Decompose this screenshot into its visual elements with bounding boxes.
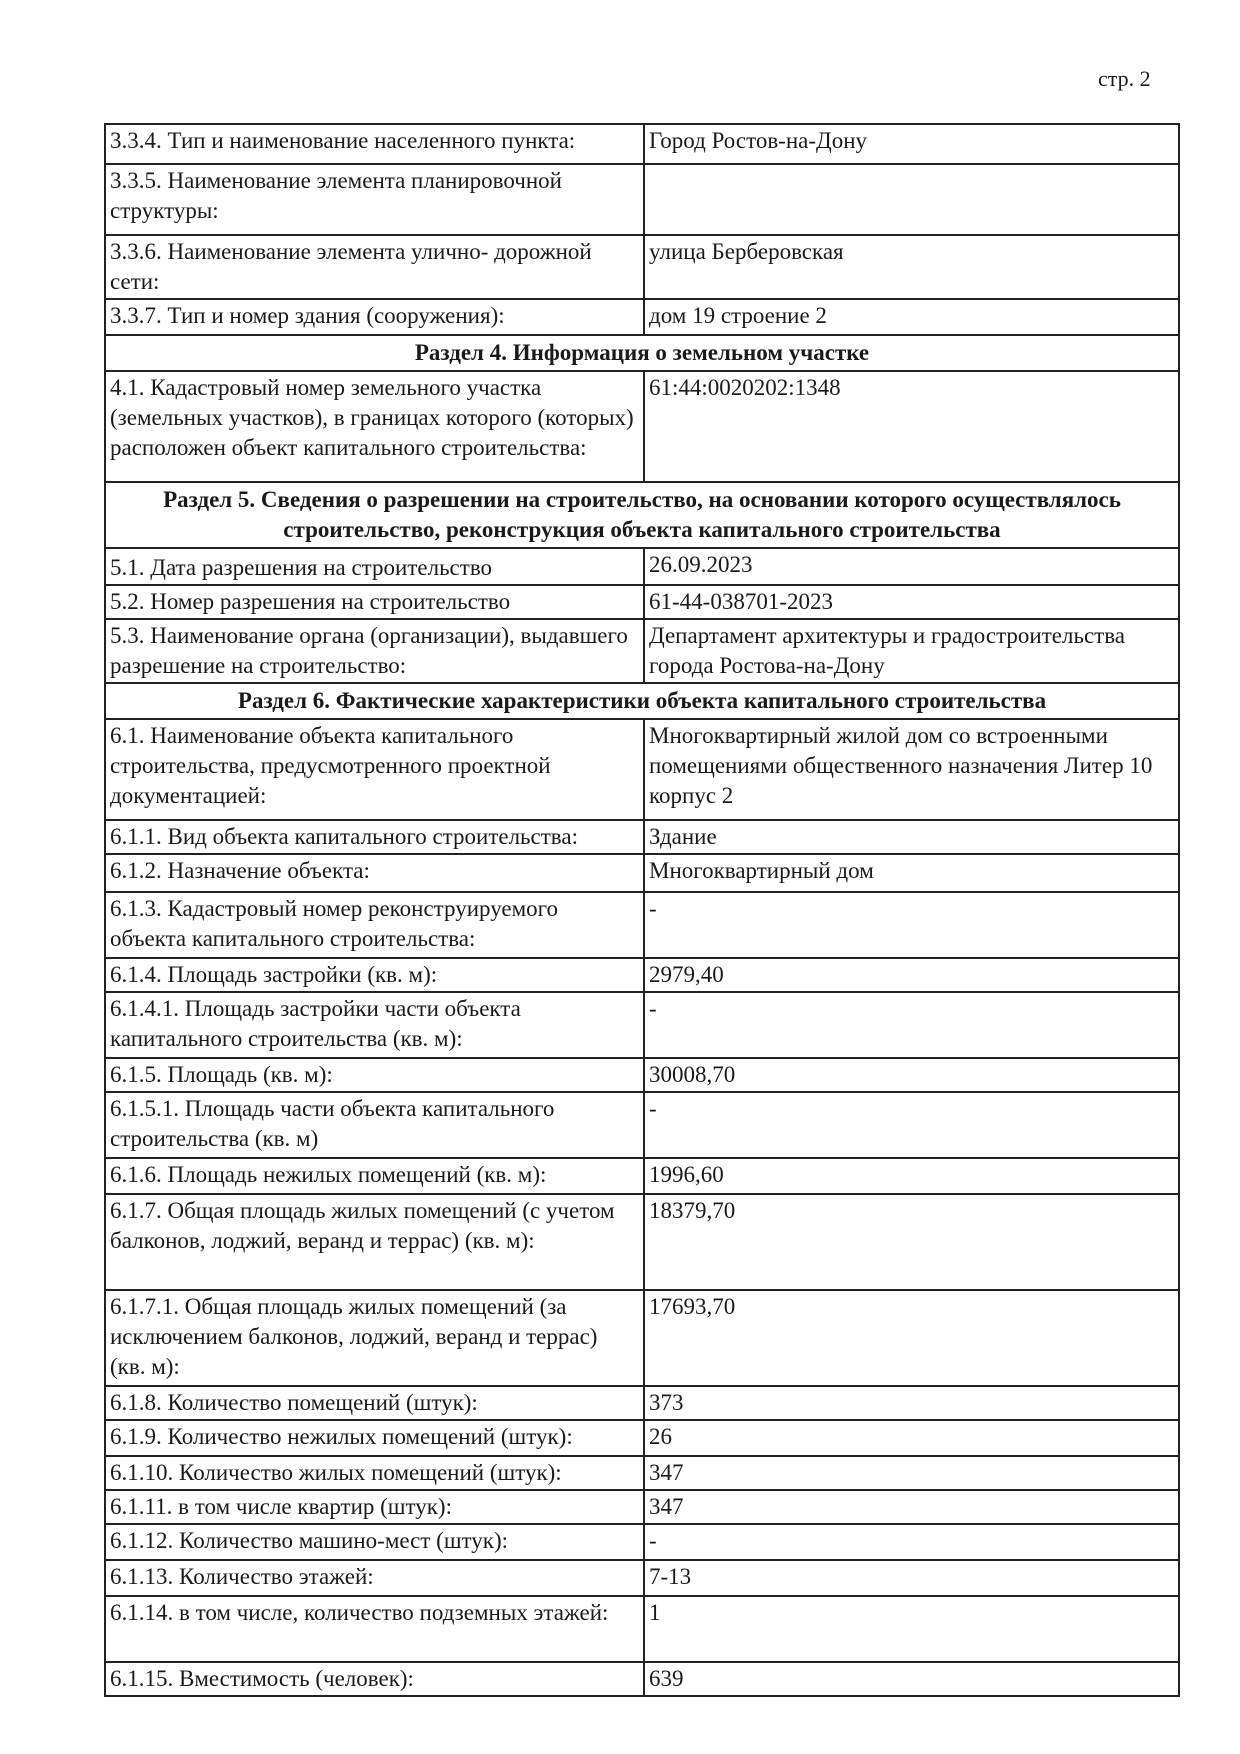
field-value: Многоквартирный жилой дом со встроенными помещениями общественного назначения Литер 10 корпус 2 bbox=[644, 719, 1179, 820]
field-value: 17693,70 bbox=[644, 1290, 1179, 1386]
field-value: Здание bbox=[644, 820, 1179, 854]
table-row bbox=[105, 371, 1179, 482]
table-row bbox=[105, 1560, 1179, 1596]
field-value: - bbox=[644, 1524, 1179, 1560]
table-row bbox=[105, 164, 1179, 235]
field-value: 347 bbox=[644, 1490, 1179, 1524]
table-row bbox=[105, 1058, 1179, 1092]
field-value: 61-44-038701-2023 bbox=[644, 585, 1179, 619]
table-row bbox=[105, 1158, 1179, 1194]
table-row bbox=[105, 719, 1179, 820]
field-label: 3.3.7. Тип и номер здания (сооружения): bbox=[105, 299, 644, 335]
table-row bbox=[105, 124, 1179, 164]
section-title: Раздел 6. Фактические характеристики объекта капитального строительства bbox=[105, 683, 1179, 719]
field-label: 6.1.7.1. Общая площадь жилых помещений (за исключением балконов, лоджий, веранд и террас) (кв. м): bbox=[105, 1290, 644, 1386]
field-label: 3.3.5. Наименование элемента планировочной структуры: bbox=[105, 164, 644, 235]
table-row bbox=[105, 1524, 1179, 1560]
table-row bbox=[105, 1290, 1179, 1386]
field-label: 6.1.11. в том числе квартир (штук): bbox=[105, 1490, 644, 1524]
table-row bbox=[105, 1420, 1179, 1456]
field-value: дом 19 строение 2 bbox=[644, 299, 1179, 335]
field-label: 6.1.15. Вместимость (человек): bbox=[105, 1662, 644, 1696]
field-label: 6.1.5.1. Площадь части объекта капитального строительства (кв. м) bbox=[105, 1092, 644, 1158]
field-label: 6.1.8. Количество помещений (штук): bbox=[105, 1386, 644, 1420]
field-label: 6.1.4. Площадь застройки (кв. м): bbox=[105, 958, 644, 992]
field-value: 30008,70 bbox=[644, 1058, 1179, 1092]
field-value: 26.09.2023 bbox=[644, 548, 1179, 585]
field-label: 5.1. Дата разрешения на строительство bbox=[105, 548, 644, 585]
table-row bbox=[105, 1092, 1179, 1158]
field-label: 3.3.6. Наименование элемента улично- дорожной сети: bbox=[105, 235, 644, 299]
field-value: улица Берберовская bbox=[644, 235, 1179, 299]
field-label: 6.1.1. Вид объекта капитального строительства: bbox=[105, 820, 644, 854]
section-header-row bbox=[105, 335, 1179, 371]
field-value: 373 bbox=[644, 1386, 1179, 1420]
field-value: 1 bbox=[644, 1596, 1179, 1662]
table-row bbox=[105, 892, 1179, 958]
section-title: Раздел 5. Сведения о разрешении на строительство, на основании которого осуществлялось строительство, реконструкция объекта капитального строительства bbox=[105, 482, 1179, 548]
field-value: Город Ростов-на-Дону bbox=[644, 124, 1179, 164]
table-row bbox=[105, 1490, 1179, 1524]
table-row bbox=[105, 958, 1179, 992]
field-value: 2979,40 bbox=[644, 958, 1179, 992]
field-value: 18379,70 bbox=[644, 1194, 1179, 1290]
table-row bbox=[105, 619, 1179, 683]
field-value: 7-13 bbox=[644, 1560, 1179, 1596]
field-label: 6.1.2. Назначение объекта: bbox=[105, 854, 644, 892]
table-row bbox=[105, 820, 1179, 854]
section-header-row bbox=[105, 482, 1179, 548]
table-row bbox=[105, 1596, 1179, 1662]
page-number: стр. 2 bbox=[1098, 66, 1151, 91]
table-row bbox=[105, 1662, 1179, 1696]
field-label: 6.1.4.1. Площадь застройки части объекта капитального строительства (кв. м): bbox=[105, 992, 644, 1058]
field-value: Департамент архитектуры и градостроительства города Ростова-на-Дону bbox=[644, 619, 1179, 683]
table-row bbox=[105, 992, 1179, 1058]
field-label: 5.2. Номер разрешения на строительство bbox=[105, 585, 644, 619]
field-value bbox=[644, 164, 1179, 235]
table-row bbox=[105, 235, 1179, 299]
field-label: 6.1.7. Общая площадь жилых помещений (с учетом балконов, лоджий, веранд и террас) (кв. м): bbox=[105, 1194, 644, 1290]
field-value: Многоквартирный дом bbox=[644, 854, 1179, 892]
field-label: 6.1.3. Кадастровый номер реконструируемого объекта капитального строительства: bbox=[105, 892, 644, 958]
field-label: 5.3. Наименование органа (организации), выдавшего разрешение на строительство: bbox=[105, 619, 644, 683]
table-row bbox=[105, 299, 1179, 335]
table-row bbox=[105, 548, 1179, 585]
form-table bbox=[104, 123, 1180, 1697]
form-table-body bbox=[105, 124, 1179, 1696]
field-label: 6.1.9. Количество нежилых помещений (штук): bbox=[105, 1420, 644, 1456]
table-row bbox=[105, 585, 1179, 619]
section-header-row bbox=[105, 683, 1179, 719]
field-label: 6.1.12. Количество машино-мест (штук): bbox=[105, 1524, 644, 1560]
field-label: 6.1.5. Площадь (кв. м): bbox=[105, 1058, 644, 1092]
field-value: 61:44:0020202:1348 bbox=[644, 371, 1179, 482]
field-value: 1996,60 bbox=[644, 1158, 1179, 1194]
field-value: - bbox=[644, 1092, 1179, 1158]
field-label: 6.1.10. Количество жилых помещений (штук): bbox=[105, 1456, 644, 1490]
field-label: 3.3.4. Тип и наименование населенного пункта: bbox=[105, 124, 644, 164]
field-label: 4.1. Кадастровый номер земельного участка (земельных участков), в границах которого (которых) расположен объект капитального строительства: bbox=[105, 371, 644, 482]
field-value: - bbox=[644, 992, 1179, 1058]
field-value: 347 bbox=[644, 1456, 1179, 1490]
table-row bbox=[105, 1386, 1179, 1420]
field-label: 6.1.6. Площадь нежилых помещений (кв. м): bbox=[105, 1158, 644, 1194]
section-title: Раздел 4. Информация о земельном участке bbox=[105, 335, 1179, 371]
table-row bbox=[105, 1194, 1179, 1290]
field-label: 6.1.13. Количество этажей: bbox=[105, 1560, 644, 1596]
field-label: 6.1.14. в том числе, количество подземных этажей: bbox=[105, 1596, 644, 1662]
table-row bbox=[105, 1456, 1179, 1490]
field-value: 26 bbox=[644, 1420, 1179, 1456]
field-value: - bbox=[644, 892, 1179, 958]
table-row bbox=[105, 854, 1179, 892]
field-value: 639 bbox=[644, 1662, 1179, 1696]
field-label: 6.1. Наименование объекта капитального строительства, предусмотренного проектной документацией: bbox=[105, 719, 644, 820]
